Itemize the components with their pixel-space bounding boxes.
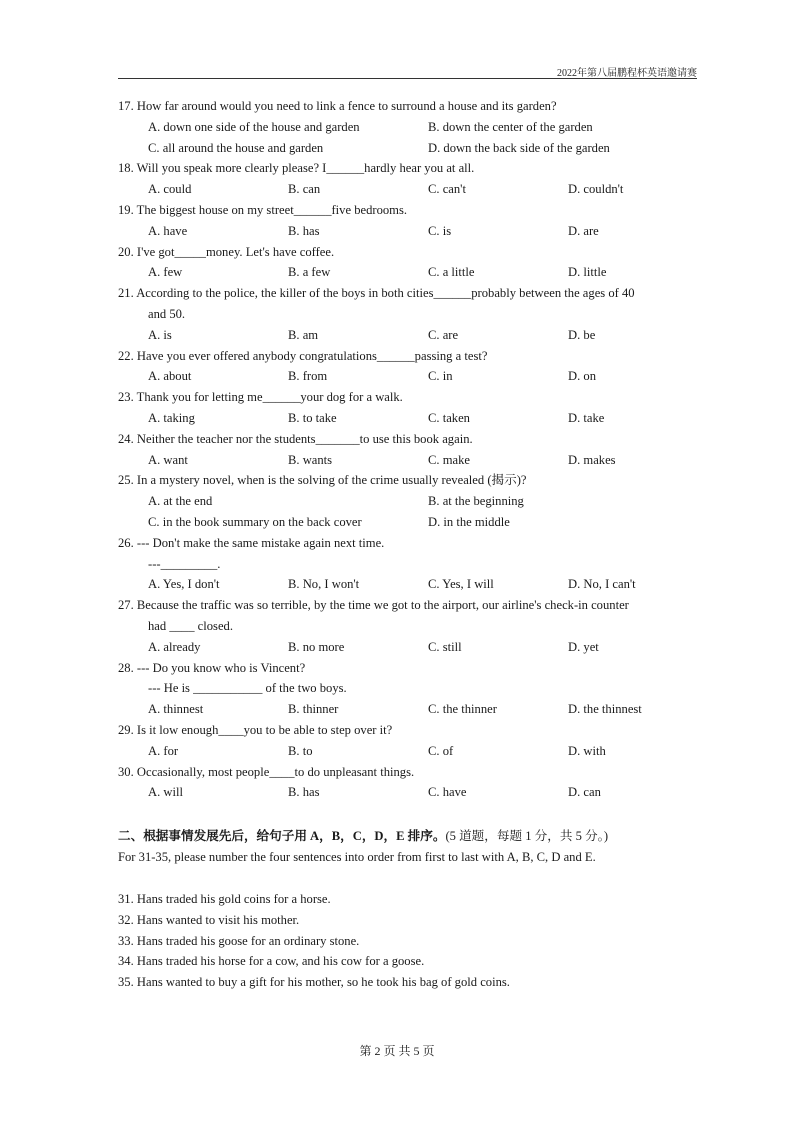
answer-option: D. the thinnest: [568, 702, 642, 717]
answer-option: A. already: [148, 639, 201, 654]
question-stem: had ____ closed.: [148, 618, 233, 633]
answer-option: D. makes: [568, 452, 616, 467]
answer-option: B. a few: [288, 265, 331, 280]
answer-option: A. is: [148, 327, 172, 342]
question-item: [118, 346, 708, 388]
answer-option: B. can: [288, 182, 321, 197]
question-item: [118, 762, 708, 804]
option-row: [118, 450, 708, 471]
answer-option: A. want: [148, 452, 188, 467]
answer-option: B. no more: [288, 639, 345, 654]
option-row: [118, 408, 708, 429]
answer-option: D. couldn't: [568, 182, 624, 197]
answer-option: A. down one side of the house and garden: [148, 119, 360, 134]
answer-option: C. make: [428, 452, 470, 467]
answer-option: B. down the center of the garden: [428, 119, 593, 134]
question-item: [118, 720, 708, 762]
question-stem: 30. Occasionally, most people____to do unpleasant things.: [118, 764, 415, 779]
ordering-items: [118, 889, 708, 993]
question-item: [118, 96, 708, 158]
question-stem: ---_________.: [148, 556, 221, 571]
option-row: [118, 782, 708, 803]
question-item: [118, 595, 708, 657]
answer-option: D. down the back side of the garden: [428, 140, 610, 155]
answer-option: B. has: [288, 223, 320, 238]
page-number: 第 2 页 共 5 页: [359, 1044, 435, 1058]
answer-option: B. wants: [288, 452, 333, 467]
question-stem: 28. --- Do you know who is Vincent?: [118, 660, 306, 675]
answer-option: D. be: [568, 327, 596, 342]
question-stem: 27. Because the traffic was so terrible, by the time we got to the airport, our airline's check-in counter: [118, 598, 629, 613]
answer-option: A. taking: [148, 410, 195, 425]
answer-option: C. have: [428, 785, 467, 800]
question-item: [118, 158, 708, 200]
question-stem: 20. I've got_____money. Let's have coffee.: [118, 244, 335, 259]
question-stem: --- He is ___________ of the two boys.: [148, 681, 347, 696]
question-item: [118, 387, 708, 429]
answer-option: C. in the book summary on the back cover: [148, 514, 362, 529]
answer-option: A. few: [148, 265, 183, 280]
answer-option: A. Yes, I don't: [148, 577, 220, 592]
answer-option: A. thinnest: [148, 702, 204, 717]
question-item: [118, 658, 708, 720]
answer-option: D. in the middle: [428, 514, 510, 529]
section-two-instruction: For 31-35, please number the four sentences into order from first to last with A, B, C, D and E.: [118, 850, 596, 864]
answer-option: A. about: [148, 369, 192, 384]
answer-option: C. in: [428, 369, 453, 384]
answer-option: D. are: [568, 223, 599, 238]
question-stem: 19. The biggest house on my street______five bedrooms.: [118, 202, 408, 217]
answer-option: D. can: [568, 785, 601, 800]
answer-option: C. Yes, I will: [428, 577, 494, 592]
question-list: [118, 96, 708, 803]
answer-option: B. to take: [288, 410, 337, 425]
ordering-item: 34. Hans traded his horse for a cow, and his cow for a goose.: [118, 954, 425, 969]
answer-option: B. at the beginning: [428, 494, 524, 509]
answer-option: C. is: [428, 223, 452, 238]
section-two: [118, 826, 708, 868]
answer-option: C. a little: [428, 265, 475, 280]
answer-option: C. all around the house and garden: [148, 140, 324, 155]
option-row: [118, 512, 708, 533]
answer-option: B. am: [288, 327, 319, 342]
answer-option: C. of: [428, 743, 454, 758]
option-row: [118, 699, 708, 720]
question-stem: 23. Thank you for letting me______your dog for a walk.: [118, 390, 403, 405]
ordering-item: 35. Hans wanted to buy a gift for his mother, so he took his bag of gold coins.: [118, 975, 510, 990]
answer-option: B. has: [288, 785, 320, 800]
question-stem: 17. How far around would you need to link a fence to surround a house and its garden?: [118, 99, 557, 113]
answer-option: D. on: [568, 369, 596, 384]
section-two-score-note: (5 道题，每题 1 分，共 5 分。): [445, 829, 609, 843]
answer-option: A. will: [148, 785, 183, 800]
answer-option: A. for: [148, 743, 179, 758]
answer-option: B. to: [288, 743, 313, 758]
answer-option: C. can't: [428, 182, 466, 197]
answer-option: A. at the end: [148, 494, 213, 509]
question-stem: 18. Will you speak more clearly please? I______hardly hear you at all.: [118, 161, 475, 176]
question-stem: 29. Is it low enough____you to be able to step over it?: [118, 722, 393, 737]
answer-option: C. are: [428, 327, 459, 342]
option-row: [118, 574, 708, 595]
answer-option: B. No, I won't: [288, 577, 360, 592]
answer-option: B. from: [288, 369, 328, 384]
question-item: [118, 242, 708, 284]
header-divider: [118, 78, 697, 79]
ordering-item: 33. Hans traded his goose for an ordinary stone.: [118, 933, 360, 948]
question-item: [118, 533, 708, 595]
answer-option: D. with: [568, 743, 606, 758]
section-two-heading: 二、根据事情发展先后，给句子用 A，B，C，D，E 排序。: [118, 829, 446, 843]
question-stem: 26. --- Don't make the same mistake again next time.: [118, 535, 385, 550]
answer-option: C. still: [428, 639, 462, 654]
question-item: [118, 470, 708, 532]
question-item: [118, 200, 708, 242]
answer-option: D. No, I can't: [568, 577, 636, 592]
option-row: [118, 325, 708, 346]
question-item: [118, 429, 708, 471]
answer-option: C. the thinner: [428, 702, 497, 717]
ordering-item: 31. Hans traded his gold coins for a horse.: [118, 892, 331, 906]
ordering-item: 32. Hans wanted to visit his mother.: [118, 912, 300, 927]
question-stem: 25. In a mystery novel, when is the solving of the crime usually revealed (揭示)?: [118, 473, 527, 488]
option-row: [118, 138, 708, 159]
question-stem: 22. Have you ever offered anybody congratulations______passing a test?: [118, 348, 488, 363]
answer-option: D. take: [568, 410, 605, 425]
answer-option: C. taken: [428, 410, 470, 425]
section-two-title: [118, 826, 708, 847]
question-stem: 21. According to the police, the killer of the boys in both cities______probably between the ages of 40: [118, 286, 635, 301]
option-row: [118, 637, 708, 658]
question-stem: and 50.: [148, 306, 186, 321]
question-stem: 24. Neither the teacher nor the students_______to use this book again.: [118, 431, 473, 446]
option-row: [118, 366, 708, 387]
option-row: [118, 491, 708, 512]
option-row: [118, 262, 708, 283]
option-row: [118, 179, 708, 200]
page-header: 2022年第八届鹏程杯英语邀请赛: [557, 68, 697, 79]
option-row: [118, 221, 708, 242]
answer-option: D. little: [568, 265, 607, 280]
answer-option: B. thinner: [288, 702, 339, 717]
answer-option: A. have: [148, 223, 188, 238]
option-row: [118, 117, 708, 138]
answer-option: D. yet: [568, 639, 599, 654]
answer-option: A. could: [148, 182, 192, 197]
question-item: [118, 283, 708, 345]
option-row: [118, 741, 708, 762]
